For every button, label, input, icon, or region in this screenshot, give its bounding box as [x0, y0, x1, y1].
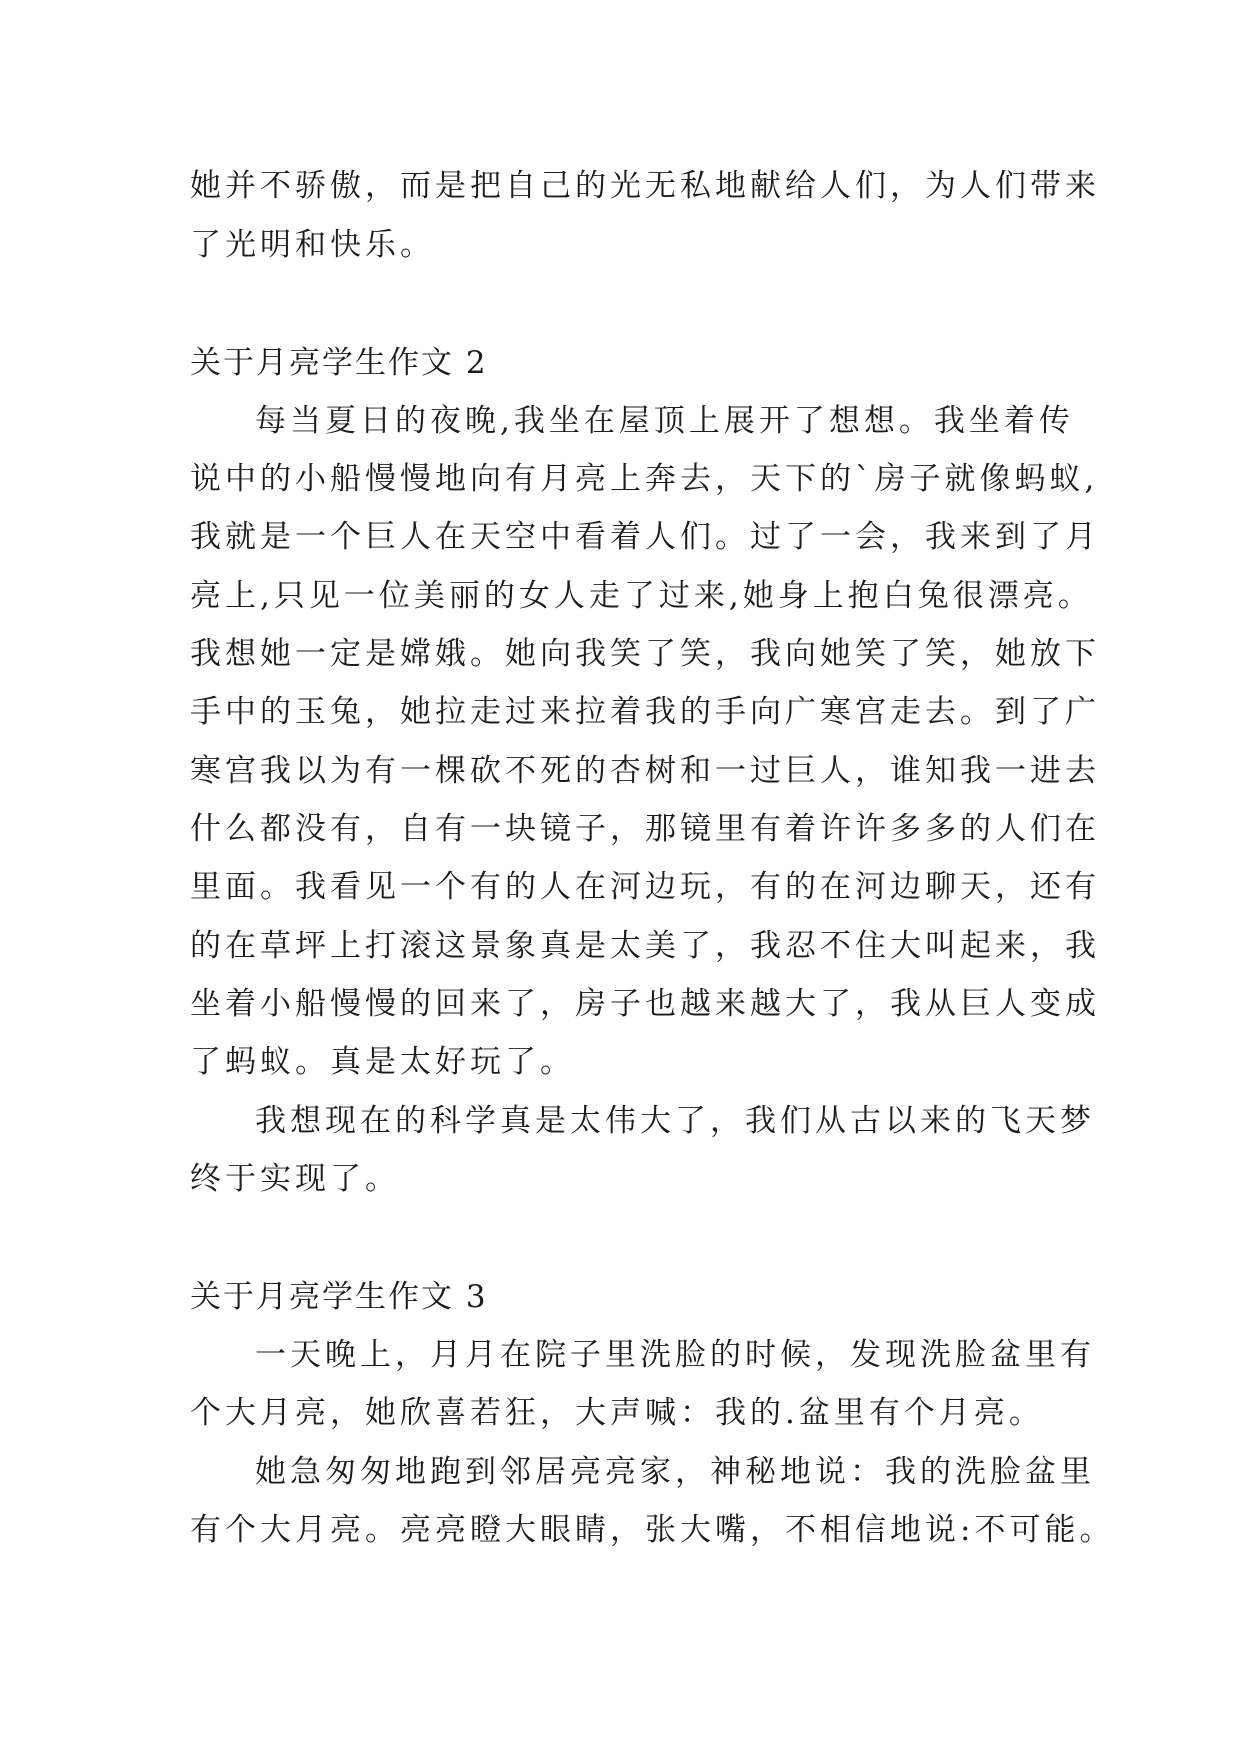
essay2-line-4: 亮上,只见一位美丽的女人走了过来,她身上抱白兔很漂亮。 [190, 578, 1093, 614]
essay2-line-10: 的在草坪上打滚这景象真是太美了，我忍不住大叫起来，我 [190, 928, 1100, 964]
essay3-line-3: 她急匆匆地跑到邻居亮亮家，神秘地说：我的洗脸盆里 [255, 1454, 1095, 1490]
essay2-line-11: 坐着小船慢慢的回来了，房子也越来越大了，我从巨人变成 [190, 986, 1100, 1022]
essay2-line-1: 每当夏日的夜晚,我坐在屋顶上展开了想想。我坐着传 [255, 403, 1074, 439]
essay3-line-2: 个大月亮，她欣喜若狂，大声喊：我的.盆里有个月亮。 [190, 1395, 1044, 1431]
essay3-line-1: 一天晚上，月月在院子里洗脸的时候，发现洗脸盆里有 [255, 1337, 1095, 1373]
essay2-line-6: 手中的玉兔，她拉走过来拉着我的手向广寒宫走去。到了广 [190, 694, 1100, 730]
essay2-line-3: 我就是一个巨人在天空中看着人们。过了一会，我来到了月 [190, 519, 1100, 555]
essay3-line-4: 有个大月亮。亮亮瞪大眼睛，张大嘴，不相信地说:不可能。 [190, 1512, 1115, 1548]
essay2-line-13: 我想现在的科学真是太伟大了，我们从古以来的飞天梦 [255, 1103, 1095, 1139]
essay2-line-14: 终于实现了。 [190, 1161, 400, 1197]
essay2-line-7: 寒宫我以为有一棵砍不死的杏树和一过巨人，谁知我一进去 [190, 753, 1100, 789]
essay2-heading: 关于月亮学生作文 2 [190, 345, 488, 381]
intro-line-2: 了光明和快乐。 [190, 227, 435, 263]
essay2-line-8: 什么都没有，自有一块镜子，那镜里有着许许多多的人们在 [190, 811, 1100, 847]
essay3-heading: 关于月亮学生作文 3 [190, 1279, 488, 1315]
intro-line-1: 她并不骄傲，而是把自己的光无私地献给人们，为人们带来 [190, 168, 1100, 204]
essay2-line-9: 里面。我看见一个有的人在河边玩，有的在河边聊天，还有 [190, 869, 1100, 905]
essay2-line-12: 了蚂蚁。真是太好玩了。 [190, 1044, 575, 1080]
essay2-line-5: 我想她一定是嫦娥。她向我笑了笑，我向她笑了笑，她放下 [190, 636, 1100, 672]
essay2-line-2: 说中的小船慢慢地向有月亮上奔去，天下的`房子就像蚂蚁, [190, 461, 1099, 497]
